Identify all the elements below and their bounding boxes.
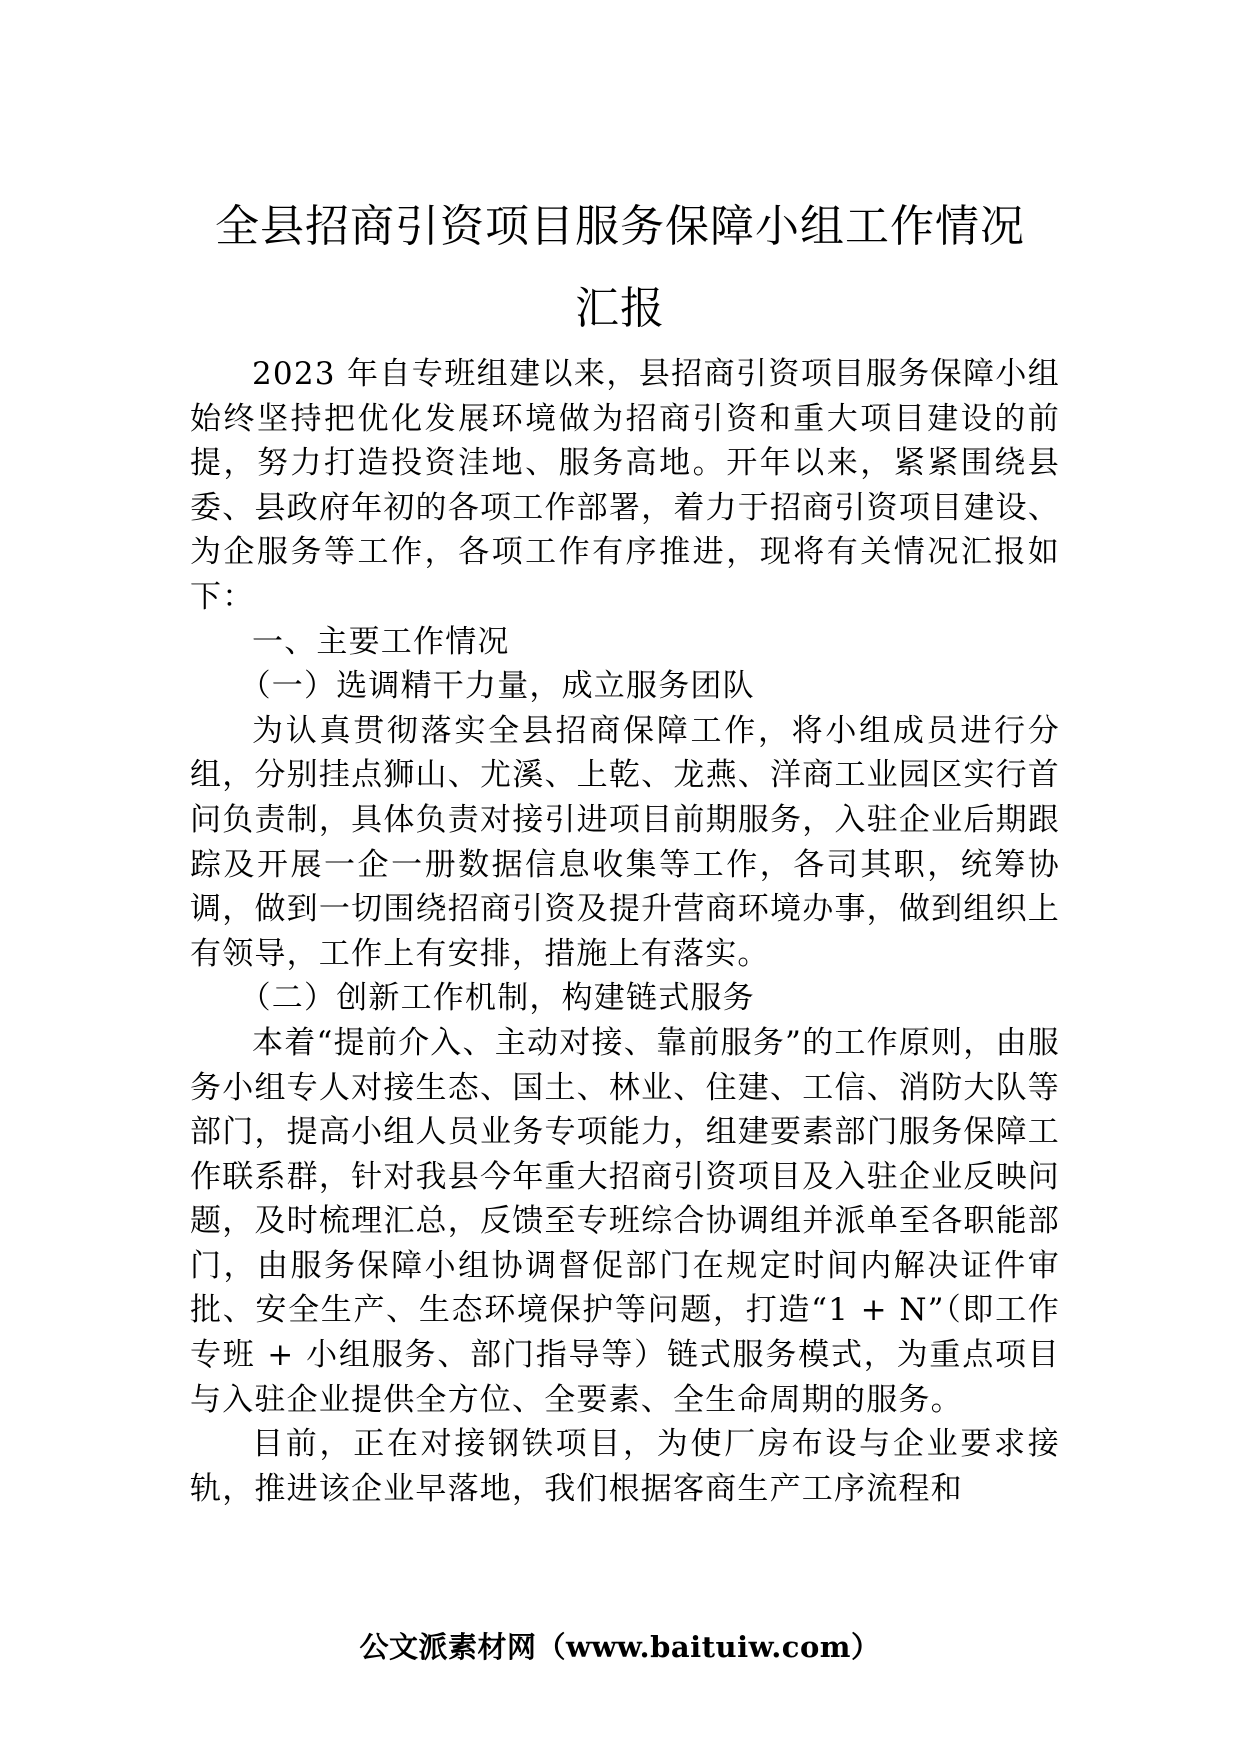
intro-paragraph: 2023 年自专班组建以来，县招商引资项目服务保障小组始终坚持把优化发展环境做为招商引资和重大项目建设的前提，努力打造投资洼地、服务高地。开年以来，紧紧围绕县委、县政府年初的各项工作部署，着力于招商引资项目建设、为企服务等工作，各项工作有序推进，现将有关情况汇报如下： <box>190 356 1060 615</box>
document-title-line-2: 汇报 <box>575 283 665 334</box>
body-paragraph-1: 为认真贯彻落实全县招商保障工作，将小组成员进行分组，分别挂点狮山、尤溪、上乾、龙燕、洋商工业园区实行首问负责制，具体负责对接引进项目前期服务，入驻企业后期跟踪及开展一企一册数据信息收集等工作，各司其职，统筹协调，做到一切围绕招商引资及提升营商环境办事，做到组织上有领导，工作上有安排，措施上有落实。 <box>190 712 1060 972</box>
document-title-line-1: 全县招商引资项目服务保障小组工作情况 <box>215 201 1025 252</box>
body-paragraph-2: 本着“提前介入、主动对接、靠前服务”的工作原则，由服务小组专人对接生态、国土、林业、住建、工信、消防大队等部门，提高小组人员业务专项能力，组建要素部门服务保障工作联系群，针对我县今年重大招商引资项目及入驻企业反映问题，及时梳理汇总，反馈至专班综合协调组并派单至各职能部门，由服务保障小组协调督促部门在规定时间内解决证件审批、安全生产、生态环境保护等问题，打造“1 + N”（即工作专班 + 小组服务、部门指导等）链式服务模式，为重点项目与入驻企业提供全方位、全要素、全生命周期的服务。 <box>190 1024 1060 1418</box>
subsection-heading-2: （二）创新工作机制，构建链式服务 <box>239 980 755 1017</box>
section-heading-main-work: 一、主要工作情况 <box>252 623 510 660</box>
body-paragraph-3: 目前，正在对接钢铁项目，为使厂房布设与企业要求接轨，推进该企业早落地，我们根据客商生产工序流程和 <box>190 1426 1060 1507</box>
subsection-heading-1: （一）选调精干力量，成立服务团队 <box>239 668 755 705</box>
footer-watermark: 公文派素材网（www.baituiw.com） <box>359 1630 881 1664</box>
document-body <box>190 352 1060 1511</box>
